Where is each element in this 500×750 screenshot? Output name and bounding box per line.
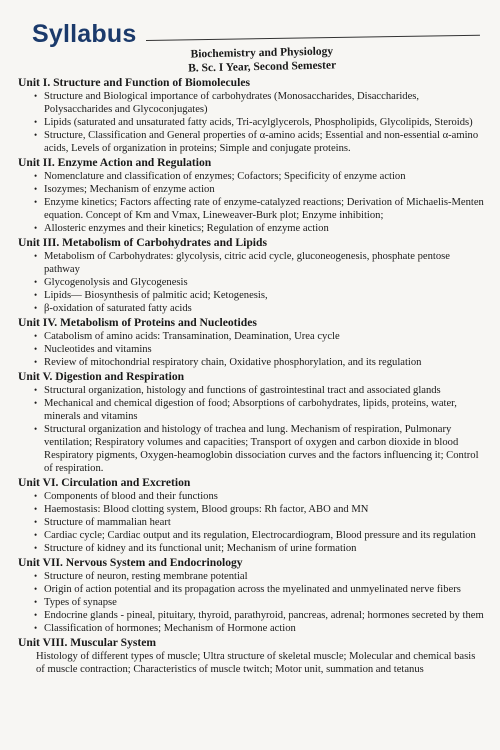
topic-item: • Structure of mammalian heart: [34, 516, 484, 529]
topic-list: [18, 250, 484, 315]
topic-item: • Origin of action potential and its propagation across the myelinated and unmyelinated nerve fibers: [34, 583, 484, 596]
title-underline-rule: [146, 35, 480, 41]
unit-section: [18, 236, 484, 315]
units-list: [18, 76, 484, 676]
topic-item: • Review of mitochondrial respiratory chain, Oxidative phosphorylation, and its regulation: [34, 356, 484, 369]
unit-title: Unit V. Digestion and Respiration: [18, 370, 185, 383]
unit-description: Histology of different types of muscle; Ultra structure of skeletal muscle; Molecular and chemical basis of muscle contraction; Characteristics of muscle twitch; Motor unit, summation and tetanus: [36, 651, 476, 675]
course-year: B. Sc. I Year, Second Semester: [188, 59, 337, 75]
topic-item: • Lipids— Biosynthesis of palmitic acid; Ketogenesis,: [34, 289, 484, 302]
topic-item: • Endocrine glands - pineal, pituitary, thyroid, parathyroid, pancreas, adrenal; hormones secreted by them: [34, 609, 484, 622]
page-title: Syllabus: [32, 20, 137, 48]
page-header: [18, 20, 484, 75]
topic-item: • Structure and Biological importance of carbohydrates (Monosaccharides, Disaccharides, Polysaccharides and Glycoconjugates): [34, 90, 484, 116]
course-name: Biochemistry and Physiology: [190, 45, 334, 61]
topic-list: [18, 490, 484, 555]
topic-item: • Glycogenolysis and Glycogenesis: [34, 276, 484, 289]
unit-title: Unit II. Enzyme Action and Regulation: [18, 156, 212, 169]
unit-title: Unit I. Structure and Function of Biomolecules: [18, 76, 250, 89]
topic-item: • Types of synapse: [34, 596, 484, 609]
topic-list: [18, 330, 484, 369]
unit-title: Unit VII. Nervous System and Endocrinology: [18, 556, 243, 569]
topic-item: • Isozymes; Mechanism of enzyme action: [34, 183, 484, 196]
unit-section: [18, 316, 484, 369]
unit-section: [18, 156, 484, 235]
topic-list: [18, 170, 484, 235]
topic-item: • Structure of neuron, resting membrane potential: [34, 570, 484, 583]
topic-item: • Cardiac cycle; Cardiac output and its regulation, Electrocardiogram, Blood pressure and its regulation: [34, 529, 484, 542]
unit-section: [18, 370, 484, 475]
topic-item: • Catabolism of amino acids: Transamination, Deamination, Urea cycle: [34, 330, 484, 343]
unit-title: Unit III. Metabolism of Carbohydrates and Lipids: [18, 236, 267, 249]
topic-item: • Structural organization and histology of trachea and lung. Mechanism of respiration, Pulmonary ventilation; Respiratory volumes and capacities; Transport of oxygen and carbon dioxide in blood Respiratory pigments, Oxygen-heamoglobin dissociation curves and the factors influencing it; Control of respiration.: [34, 423, 484, 475]
topic-item: • Structural organization, histology and functions of gastrointestinal tract and associated glands: [34, 384, 484, 397]
topic-list: [18, 90, 484, 155]
unit-section: [18, 636, 484, 676]
unit-title: Unit VIII. Muscular System: [18, 636, 157, 649]
unit-section: [18, 556, 484, 635]
topic-item: • Allosteric enzymes and their kinetics; Regulation of enzyme action: [34, 222, 484, 235]
topic-item: • Components of blood and their functions: [34, 490, 484, 503]
course-heading: [188, 44, 337, 75]
topic-item: • Structure, Classification and General properties of α-amino acids; Essential and non-essential α-amino acids, Levels of organization in proteins; Simple and conjugate proteins.: [34, 129, 484, 155]
topic-item: • Classification of hormones; Mechanism of Hormone action: [34, 622, 484, 635]
topic-item: • Enzyme kinetics; Factors affecting rate of enzyme-catalyzed reactions; Derivation of Michaelis-Menten equation. Concept of Km and Vmax, Lineweaver-Burk plot; Enzyme inhibition;: [34, 196, 484, 222]
topic-item: • Nucleotides and vitamins: [34, 343, 484, 356]
topic-item: • Haemostasis: Blood clotting system, Blood groups: Rh factor, ABO and MN: [34, 503, 484, 516]
unit-section: [18, 76, 484, 155]
topic-item: • Structure of kidney and its functional unit; Mechanism of urine formation: [34, 542, 484, 555]
topic-item: • β-oxidation of saturated fatty acids: [34, 302, 484, 315]
topic-list: [18, 384, 484, 475]
topic-item: • Lipids (saturated and unsaturated fatty acids, Tri-acylglycerols, Phospholipids, Glycolipids, Steroids): [34, 116, 484, 129]
unit-section: [18, 476, 484, 555]
unit-title: Unit VI. Circulation and Excretion: [18, 476, 191, 489]
topic-item: • Metabolism of Carbohydrates: glycolysis, citric acid cycle, gluconeogenesis, phosphate pentose pathway: [34, 250, 484, 276]
topic-item: • Nomenclature and classification of enzymes; Cofactors; Specificity of enzyme action: [34, 170, 484, 183]
topic-item: • Mechanical and chemical digestion of food; Absorptions of carbohydrates, lipids, proteins, water, minerals and vitamins: [34, 397, 484, 423]
topic-list: [18, 570, 484, 635]
unit-title: Unit IV. Metabolism of Proteins and Nucleotides: [18, 316, 257, 329]
